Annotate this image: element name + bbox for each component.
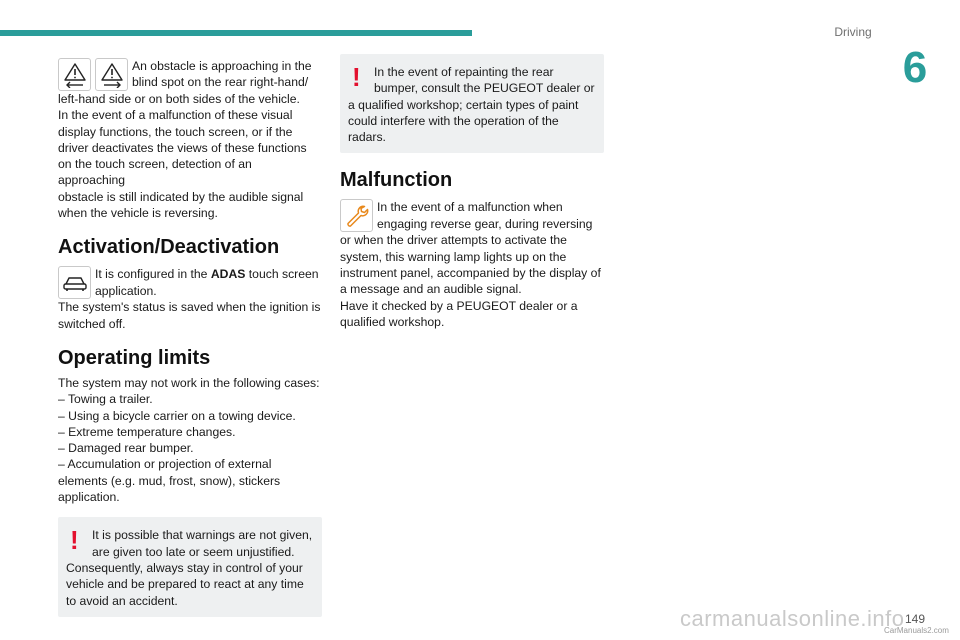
wrench-icon: [340, 199, 373, 232]
intro-body-line: on the touch screen, detection of an approaching: [58, 157, 252, 188]
exclamation-icon: !: [352, 62, 361, 92]
list-item: – Towing a trailer.: [58, 392, 153, 407]
malfunction-line-1: In the event of a malfunction when: [377, 200, 563, 215]
header-accent-bar: [0, 30, 472, 36]
intro-body-line: left-hand side or on both sides of the vehicle.: [58, 92, 300, 106]
activation-body: [58, 299, 322, 332]
malfunction-body-line: or when the driver attempts to activate the: [340, 233, 567, 248]
note-line: are given too late or seem unjustified.: [92, 544, 295, 559]
limits-tail-line: application.: [58, 490, 120, 505]
activation-line-1: [95, 266, 319, 282]
activation-lead-text: [95, 266, 319, 299]
intro-line-1: An obstacle is approaching in the: [132, 59, 312, 73]
intro-line-2: blind spot on the rear right-hand/: [132, 75, 309, 90]
intro-body-line: obstacle is still indicated by the audible signal: [58, 189, 304, 204]
page-number: 149: [905, 612, 926, 626]
intro-body-line: In the event of a malfunction of these visual: [58, 108, 293, 123]
note-line: vehicle and be prepared to react at any time: [66, 577, 304, 592]
list-item: – Accumulation or projection of external: [58, 457, 272, 472]
section-label: Driving: [834, 25, 872, 39]
note-line: In the event of repainting the rear: [374, 65, 554, 79]
malfunction-body-line: system, this warning lamp lights up on the: [340, 249, 567, 264]
intro-block: [58, 58, 322, 91]
limits-intro: The system may not work in the following cases:: [58, 375, 320, 390]
limits-heading: Operating limits: [58, 346, 211, 369]
watermark-small: CarManuals2.com: [884, 626, 949, 635]
warning-arrow-left-icon: [58, 58, 91, 91]
activation-line-2: application.: [95, 283, 157, 298]
list-item: – Damaged rear bumper.: [58, 441, 194, 456]
malfunction-heading: Malfunction: [340, 169, 453, 192]
activation-pre: It is configured in the: [95, 267, 211, 282]
intro-lead-text: [132, 58, 312, 91]
malfunction-body-line: a message and an audible signal.: [340, 282, 522, 297]
malfunction-lead-text: [377, 199, 592, 232]
note-line: to avoid an accident.: [66, 593, 178, 608]
warning-arrow-right-icon: [95, 58, 128, 91]
intro-body-line: driver deactivates the views of these functions: [58, 140, 307, 155]
activation-body-line: The system's status is saved when the ignition is: [58, 300, 321, 315]
list-item: – Using a bicycle carrier on a towing device.: [58, 408, 296, 423]
malfunction-block: [340, 199, 604, 232]
limits-body: [58, 375, 322, 505]
activation-heading: Activation/Deactivation: [58, 236, 280, 259]
intro-body-line: when the vehicle is reversing.: [58, 206, 218, 221]
intro-body-line: display functions, the touch screen, or if the: [58, 124, 293, 139]
warning-note: [58, 517, 322, 616]
note-line: a qualified workshop; certain types of paint: [348, 97, 579, 112]
malfunction-body: [340, 232, 604, 330]
malfunction-body-line: instrument panel, accompanied by the display of: [340, 266, 601, 281]
right-column: [340, 54, 604, 330]
malfunction-body-line: Have it checked by a PEUGEOT dealer or a: [340, 298, 578, 313]
activation-body-line: switched off.: [58, 316, 126, 331]
car-icon: [58, 266, 91, 299]
note-line: Consequently, always stay in control of your: [66, 560, 303, 575]
activation-block: [58, 266, 322, 299]
activation-post: touch screen: [245, 267, 319, 282]
note-line: bumper, consult the PEUGEOT dealer or: [374, 81, 595, 96]
section-number: 6: [902, 43, 928, 92]
malfunction-body-line: qualified workshop.: [340, 314, 445, 329]
exclamation-icon: !: [70, 525, 79, 556]
repaint-note: [340, 54, 604, 153]
malfunction-line-2: engaging reverse gear, during reversing: [377, 216, 593, 231]
note-line: It is possible that warnings are not given,: [92, 528, 313, 543]
list-item: – Extreme temperature changes.: [58, 424, 236, 439]
note-line: could interfere with the operation of the: [348, 113, 559, 128]
intro-body: [58, 91, 322, 221]
limits-tail-line: elements (e.g. mud, frost, snow), stickers: [58, 473, 281, 488]
watermark: carmanualsonline.info: [680, 606, 905, 631]
adas-label: ADAS: [210, 267, 246, 282]
left-column: [58, 58, 322, 617]
note-line: radars.: [348, 130, 386, 145]
